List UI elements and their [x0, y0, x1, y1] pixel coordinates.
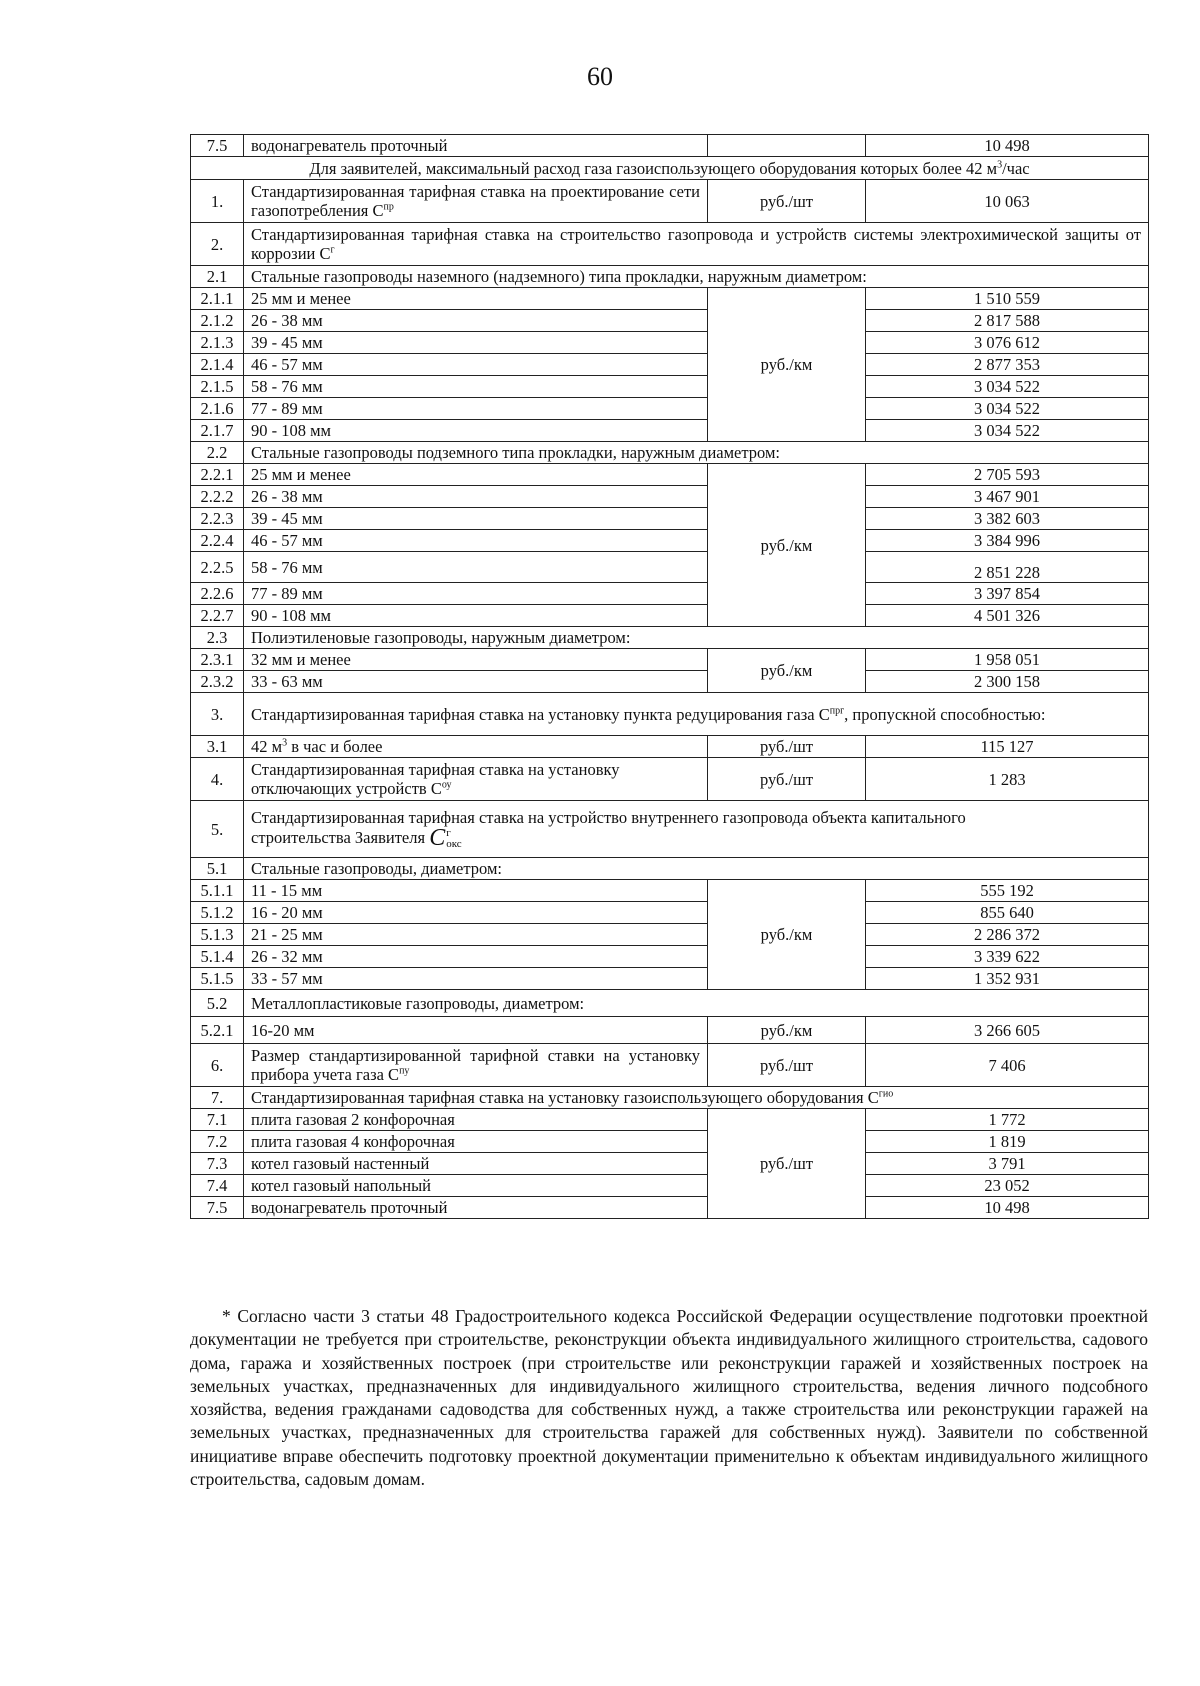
table-row: [191, 135, 1149, 157]
row-name: 90 - 108 мм: [244, 605, 708, 627]
row-name-text-a: 42 м: [251, 737, 283, 756]
row-unit: руб./шт: [708, 1109, 866, 1219]
row-unit: руб./шт: [708, 736, 866, 758]
table-row: [191, 332, 1149, 354]
row-number: 2.2.7: [191, 605, 244, 627]
row-name: 26 - 38 мм: [244, 310, 708, 332]
row-name: 33 - 63 мм: [244, 671, 708, 693]
row-value: 1 819: [866, 1131, 1149, 1153]
row-value: 2 705 593: [866, 464, 1149, 486]
table-row: [191, 1175, 1149, 1197]
row-unit: руб./км: [708, 288, 866, 442]
row-number: 2.2.4: [191, 530, 244, 552]
row-name: 33 - 57 мм: [244, 968, 708, 990]
row-value: 2 286 372: [866, 924, 1149, 946]
table-row: [191, 924, 1149, 946]
row-number: 2.3.1: [191, 649, 244, 671]
row-value: 2 817 588: [866, 310, 1149, 332]
row-value: 1 352 931: [866, 968, 1149, 990]
row-name-text-b: в час и более: [287, 737, 383, 756]
row-value: 10 498: [866, 1197, 1149, 1219]
row-name: плита газовая 2 конфорочная: [244, 1109, 708, 1131]
table-row: [191, 1109, 1149, 1131]
row-name-sup: пу: [399, 1065, 410, 1077]
row-value: 10 498: [866, 135, 1149, 157]
row-value: 2 300 158: [866, 671, 1149, 693]
table-row: [191, 530, 1149, 552]
row-name: 46 - 57 мм: [244, 530, 708, 552]
c-okc-indices: [446, 828, 461, 850]
row-unit: руб./км: [708, 1017, 866, 1044]
row-name: Стальные газопроводы, диаметром:: [244, 858, 1149, 880]
table-row: [191, 376, 1149, 398]
row-number: 5.1.2: [191, 902, 244, 924]
row-value: 3 076 612: [866, 332, 1149, 354]
table-row: [191, 464, 1149, 486]
row-name: водонагреватель проточный: [244, 1197, 708, 1219]
table-row: [191, 605, 1149, 627]
row-value: 1 510 559: [866, 288, 1149, 310]
c-okc-symbol: C: [429, 824, 446, 851]
row-name-sup: прг: [829, 705, 845, 716]
row-name: котел газовый настенный: [244, 1153, 708, 1175]
tariff-table: [190, 134, 1149, 1219]
table-row: [191, 627, 1149, 649]
row-name: 25 мм и менее: [244, 464, 708, 486]
row-number: 2.3: [191, 627, 244, 649]
row-name: 58 - 76 мм: [244, 376, 708, 398]
row-number: 5.1.3: [191, 924, 244, 946]
row-value: 555 192: [866, 880, 1149, 902]
row-number: 2.1: [191, 266, 244, 288]
row-number: 7.: [191, 1087, 244, 1109]
row-name: 46 - 57 мм: [244, 354, 708, 376]
row-number: 2.1.4: [191, 354, 244, 376]
row-number: 7.3: [191, 1153, 244, 1175]
row-value: 3 034 522: [866, 376, 1149, 398]
row-name: 21 - 25 мм: [244, 924, 708, 946]
row-name: 11 - 15 мм: [244, 880, 708, 902]
table-row: [191, 288, 1149, 310]
row-number: 4.: [191, 758, 244, 801]
row-name: 26 - 38 мм: [244, 486, 708, 508]
table-row: [191, 736, 1149, 758]
row-number: 7.2: [191, 1131, 244, 1153]
table-row: [191, 693, 1149, 736]
table-row: [191, 649, 1149, 671]
row-name-sup: пр: [383, 201, 394, 213]
row-name: водонагреватель проточный: [244, 135, 708, 157]
row-unit: руб./шт: [708, 758, 866, 801]
c-okc-sup: г: [446, 827, 451, 840]
row-name: котел газовый напольный: [244, 1175, 708, 1197]
row-number: 5.2.1: [191, 1017, 244, 1044]
row-name: 77 - 89 мм: [244, 583, 708, 605]
table-row: [191, 398, 1149, 420]
row-name-text-b: , пропускной способностью:: [844, 704, 1046, 724]
row-number: 7.1: [191, 1109, 244, 1131]
footnote: * Согласно части 3 статьи 48 Градостроительного кодекса Российской Федерации осуществление подготовки проектной документации не требуется при строительстве, реконструкции объекта индивидуального жилищного строительства, садового дома, гаража и хозяйственных построек (при строительстве или реконструкции гаражей и хозяйственных построек на земельных участках, предназначенных для индивидуального жилищного строительства, ведения личного подсобного хозяйства, ведения гражданами садоводства для собственных нужд, а также строительства или реконструкции гаражей на земельных участках, предназначенных для строительства гаражей для собственных нужд). Заявители по собственной инициативе вправе обеспечить подготовку проектной документации применительно к объектам индивидуального жилищного строительства, садовым домам.: [190, 1306, 1148, 1490]
row-name: Металлопластиковые газопроводы, диаметром:: [244, 990, 1149, 1017]
table-row: [191, 508, 1149, 530]
row-number: 2.1.6: [191, 398, 244, 420]
row-name: 90 - 108 мм: [244, 420, 708, 442]
section-header: [191, 157, 1149, 180]
table-row: [191, 968, 1149, 990]
table-row: [191, 801, 1149, 858]
row-value: 1 772: [866, 1109, 1149, 1131]
row-name-text: Стандартизированная тарифная ставка на установку газоиспользующего оборудования С: [251, 1088, 879, 1107]
row-number: 7.5: [191, 1197, 244, 1219]
row-value: 3 266 605: [866, 1017, 1149, 1044]
row-name-line1: Стандартизированная тарифная ставка на устройство внутреннего газопровода объекта капитального: [251, 807, 966, 827]
row-value: 2 851 228: [866, 552, 1149, 583]
row-number: 5.1.1: [191, 880, 244, 902]
table-row: [191, 858, 1149, 880]
row-number: 2.2.2: [191, 486, 244, 508]
row-name: [244, 693, 1149, 736]
table-row: [191, 180, 1149, 223]
row-name-line2: [251, 824, 1141, 851]
row-name-text: строительства Заявителя: [251, 827, 426, 847]
table-row: [191, 442, 1149, 464]
row-value: 3 339 622: [866, 946, 1149, 968]
page-number: 60: [587, 62, 613, 91]
row-unit: руб./км: [708, 464, 866, 627]
row-name: [244, 736, 708, 758]
row-number: 1.: [191, 180, 244, 223]
table-row: [191, 946, 1149, 968]
table-row: [191, 486, 1149, 508]
row-number: 7.4: [191, 1175, 244, 1197]
row-name: Полиэтиленовые газопроводы, наружным диаметром:: [244, 627, 1149, 649]
row-name: 16 - 20 мм: [244, 902, 708, 924]
row-number: 5.1.5: [191, 968, 244, 990]
row-number: 2.2: [191, 442, 244, 464]
table-row: [191, 902, 1149, 924]
row-name-text-a: Стандартизированная тарифная ставка на установку пункта редуцирования газа С: [251, 704, 830, 724]
table-row: [191, 223, 1149, 266]
row-name: [244, 801, 1149, 858]
row-value: 3 397 854: [866, 583, 1149, 605]
section-header-text-a: Для заявителей, максимальный расход газа газоиспользующего оборудования которых более 42 м: [309, 158, 998, 178]
row-name-text: Стандартизированная тарифная ставка на установку отключающих устройств С: [251, 760, 620, 798]
row-name: 25 мм и менее: [244, 288, 708, 310]
table-row: [191, 354, 1149, 376]
row-value: 2 877 353: [866, 354, 1149, 376]
row-unit: руб./км: [708, 649, 866, 693]
table-row: [191, 1153, 1149, 1175]
row-unit: руб./км: [708, 880, 866, 990]
table-row: [191, 1017, 1149, 1044]
row-number: 2.: [191, 223, 244, 266]
table-row: [191, 758, 1149, 801]
row-name: 16-20 мм: [244, 1017, 708, 1044]
row-number: 2.1.7: [191, 420, 244, 442]
row-name: Стальные газопроводы подземного типа прокладки, наружным диаметром:: [244, 442, 1149, 464]
table-row: [191, 671, 1149, 693]
row-name: [244, 223, 1149, 266]
row-number: 2.1.2: [191, 310, 244, 332]
row-number: 2.2.6: [191, 583, 244, 605]
row-number: 2.2.5: [191, 552, 244, 583]
table-row: [191, 552, 1149, 583]
row-name: 58 - 76 мм: [244, 552, 708, 583]
row-name-sup: оу: [441, 779, 452, 791]
row-number: 5.: [191, 801, 244, 858]
row-value: 7 406: [866, 1044, 1149, 1087]
row-name: плита газовая 4 конфорочная: [244, 1131, 708, 1153]
row-name: [244, 1044, 708, 1087]
row-name: 77 - 89 мм: [244, 398, 708, 420]
row-name: 26 - 32 мм: [244, 946, 708, 968]
row-value: 855 640: [866, 902, 1149, 924]
row-number: 2.1.3: [191, 332, 244, 354]
row-value: 4 501 326: [866, 605, 1149, 627]
row-name: [244, 1087, 1149, 1109]
row-name: [244, 180, 708, 223]
row-value: 3 382 603: [866, 508, 1149, 530]
row-unit: руб./шт: [708, 1044, 866, 1087]
row-value: 3 791: [866, 1153, 1149, 1175]
row-name: 32 мм и менее: [244, 649, 708, 671]
table-row: [191, 1131, 1149, 1153]
table-row: [191, 310, 1149, 332]
row-name-sup: гио: [878, 1088, 894, 1100]
row-number: 7.5: [191, 135, 244, 157]
row-value: 3 384 996: [866, 530, 1149, 552]
table-row: [191, 266, 1149, 288]
row-name: [244, 758, 708, 801]
row-name-sup: г: [330, 244, 335, 256]
row-number: 6.: [191, 1044, 244, 1087]
row-number: 3.1: [191, 736, 244, 758]
table-row: [191, 420, 1149, 442]
row-unit-empty: [708, 135, 866, 157]
row-number: 5.1: [191, 858, 244, 880]
row-value: 3 034 522: [866, 398, 1149, 420]
row-value: 23 052: [866, 1175, 1149, 1197]
row-value: 3 467 901: [866, 486, 1149, 508]
table-row: [191, 880, 1149, 902]
row-number: 2.2.1: [191, 464, 244, 486]
row-value: 1 958 051: [866, 649, 1149, 671]
table-row: [191, 990, 1149, 1017]
row-name-text: Размер стандартизированной тарифной ставки на установку прибора учета газа С: [251, 1046, 700, 1084]
row-number: 5.2: [191, 990, 244, 1017]
row-name: Стальные газопроводы наземного (надземного) типа прокладки, наружным диаметром:: [244, 266, 1149, 288]
row-number: 5.1.4: [191, 946, 244, 968]
section-header-text-b: /час: [1002, 158, 1030, 178]
section-header-row: [191, 157, 1149, 180]
row-number: 2.1.1: [191, 288, 244, 310]
row-name: 39 - 45 мм: [244, 332, 708, 354]
row-number: 2.1.5: [191, 376, 244, 398]
table-row: [191, 1044, 1149, 1087]
c-okc-sub: окс: [446, 838, 462, 851]
row-name-text: Стандартизированная тарифная ставка на строительство газопровода и устройств системы электрохимической защиты от коррозии С: [251, 225, 1141, 263]
row-unit: руб./шт: [708, 180, 866, 223]
table-row: [191, 583, 1149, 605]
row-value: 1 283: [866, 758, 1149, 801]
table-row: [191, 1087, 1149, 1109]
row-name-text: Стандартизированная тарифная ставка на проектирование сети газопотребления С: [251, 182, 700, 220]
row-value: 3 034 522: [866, 420, 1149, 442]
row-number: 2.2.3: [191, 508, 244, 530]
table-row: [191, 1197, 1149, 1219]
row-value: 10 063: [866, 180, 1149, 223]
row-name-sup: 3: [282, 737, 288, 749]
row-number: 2.3.2: [191, 671, 244, 693]
section-header-sup: 3: [997, 159, 1003, 170]
row-number: 3.: [191, 693, 244, 736]
row-value: 115 127: [866, 736, 1149, 758]
row-name: 39 - 45 мм: [244, 508, 708, 530]
